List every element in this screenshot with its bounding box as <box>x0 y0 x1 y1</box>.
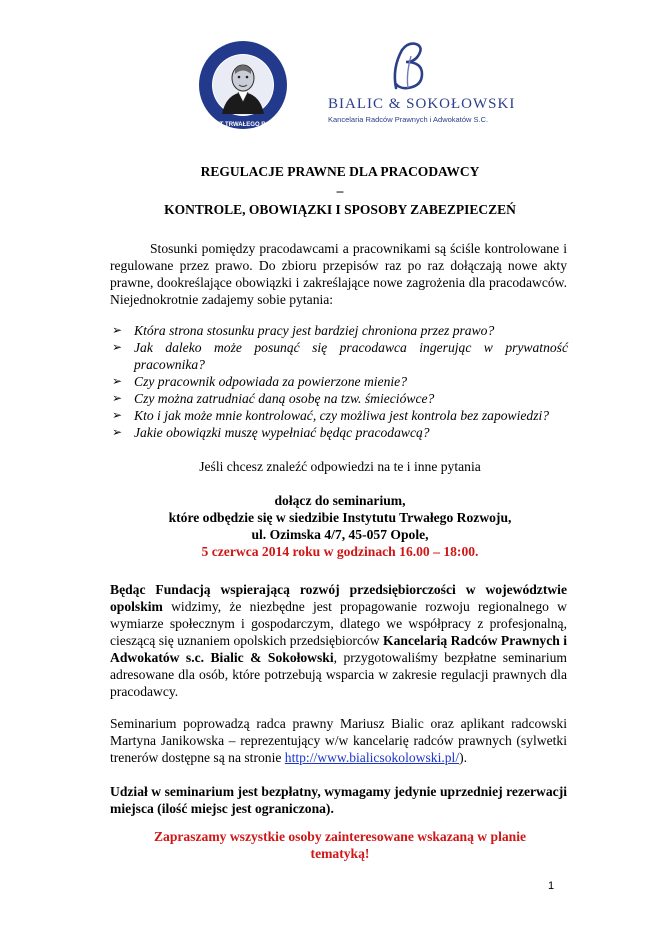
invite-block <box>100 492 580 560</box>
invite-address: ul. Ozimska 4/7, 45-057 Opole, <box>251 527 429 542</box>
firm-name: BIALIC & SOKOŁOWSKI <box>328 96 516 112</box>
closing-invitation <box>100 828 580 862</box>
invite-date: 5 czerwca 2014 roku w godzinach 16.00 – 18:00. <box>201 544 479 559</box>
question-list <box>110 322 568 441</box>
title-line-2: KONTROLE, OBOWIĄZKI I SPOSOBY ZABEZPIECZEŃ <box>164 202 516 217</box>
list-item <box>110 390 568 407</box>
invite-lead: Jeśli chcesz znaleźć odpowiedzi na te i inne pytania <box>199 459 481 474</box>
about-text-2: , przygotowaliśmy bezpłatne seminarium adresowane dla osób, które potrzebują wsparcia w zakresie regulacji prawnych dla pracodawcy. <box>110 650 567 699</box>
bullet-arrow-icon: ➢ <box>112 391 123 405</box>
question-text: Jakie obowiązki muszę wypełniać będąc pracodawcą? <box>134 425 430 440</box>
question-text: Kto i jak może mnie kontrolować, czy możliwa jest kontrola bez zapowiedzi? <box>134 408 550 423</box>
question-text: Jak daleko może posunąć się pracodawca ingerując w prywatność pracownika? <box>134 340 568 372</box>
invite-line-2: które odbędzie się w siedzibie Instytutu Trwałego Rozwoju, <box>168 510 512 525</box>
free-notice: Udział w seminarium jest bezpłatny, wymagamy jedynie uprzedniej rezerwacji miejsca (ilość miejsc jest ograniczona). <box>110 784 567 816</box>
closing-line-1: Zapraszamy wszystkie osoby zainteresowane wskazaną w planie <box>153 829 527 844</box>
about-bold-2: Kancelarią Radców Prawnych i Adwokatów s.c. Bialic & Sokołowski <box>110 633 568 665</box>
question-text: Która strona stosunku pracy jest bardziej chroniona przez prawo? <box>134 323 495 338</box>
bullet-arrow-icon: ➢ <box>112 374 123 388</box>
question-text: Czy można zatrudniać daną osobę na tzw. śmieciówce? <box>134 391 435 406</box>
invite-line-1: dołącz do seminarium, <box>274 493 406 508</box>
question-text: Czy pracownik odpowiada za powierzone mienie? <box>134 374 407 389</box>
about-paragraph <box>110 581 567 700</box>
title-dash: – <box>336 183 344 198</box>
bullet-arrow-icon: ➢ <box>112 425 123 439</box>
list-item <box>110 339 568 373</box>
instytut-seal-logo <box>198 40 288 130</box>
trainers-text: Seminarium poprowadzą radca prawny Mariusz Bialic oraz aplikant radcowski Martyna Janikowska – reprezentujący w/w kancelarię radców prawnych (sylwetki trenerów dostępne są na stronie <box>110 716 567 765</box>
intro-paragraph <box>110 240 567 308</box>
bullet-arrow-icon: ➢ <box>112 323 123 337</box>
about-bold-1: Będąc Fundacją wspierającą rozwój przedsiębiorczości w województwie opolskim <box>110 582 567 614</box>
about-text-1: widzimy, że niezbędne jest propagowanie rozwoju regionalnego w wymiarze społecznym i gospodarczym, dlatego we współpracy z profesjonalną, cieszącą się uznaniem opolskich przedsiębiorców <box>110 599 567 648</box>
list-item <box>110 424 568 441</box>
bialic-sokolowski-logo <box>328 38 516 130</box>
website-link[interactable]: http://www.bialicsokolowski.pl/ <box>284 750 460 765</box>
list-item <box>110 407 568 424</box>
closing-line-2: tematyką! <box>310 846 370 861</box>
list-item <box>110 373 568 390</box>
trainers-paragraph <box>110 715 567 766</box>
trainers-end: ). <box>459 750 468 765</box>
list-item <box>110 322 568 339</box>
title-line-1: REGULACJE PRAWNE DLA PRACODAWCY <box>200 164 480 179</box>
document-title <box>100 162 580 219</box>
bullet-arrow-icon: ➢ <box>112 408 123 422</box>
firm-subtitle: Kancelaria Radców Prawnych i Adwokatów S.C. <box>328 115 489 124</box>
bs-monogram-icon <box>378 38 438 94</box>
seal-text: INSTYTUT TRWAŁEGO ROZWOJU <box>198 122 288 128</box>
intro-text: Stosunki pomiędzy pracodawcami a pracownikami są ściśle kontrolowane i regulowane przez prawo. Do zbioru przepisów raz po raz dołączają nowe akty prawne, dookreślające obowiązki i zakreślające nowe zagrożenia dla pracodawców. Niejednokrotnie zadajemy sobie pytania: <box>110 241 567 307</box>
page-number: 1 <box>548 880 555 892</box>
bullet-arrow-icon: ➢ <box>112 340 123 354</box>
